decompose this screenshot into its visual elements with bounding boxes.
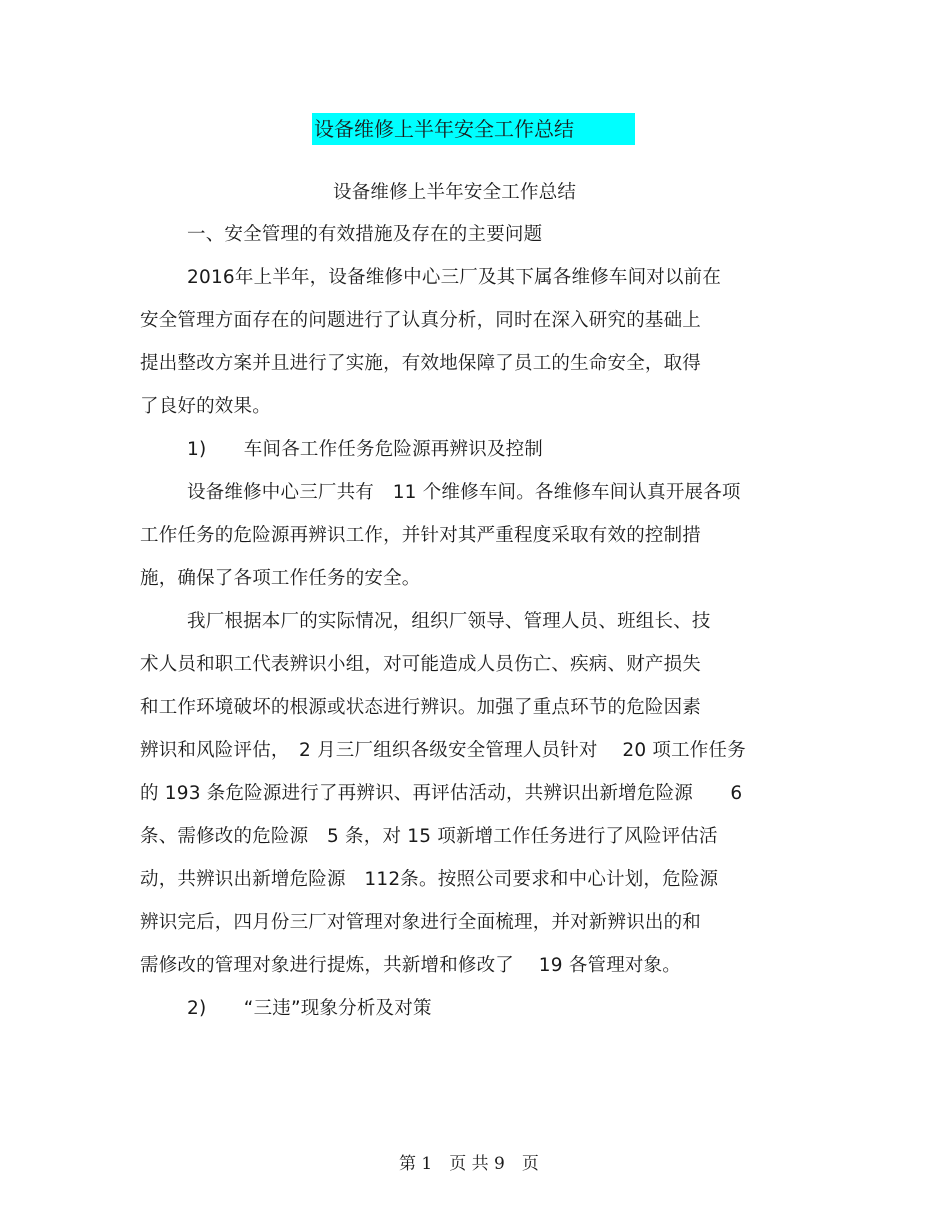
paragraph-line: 动，共辨识出新增危险源 112条。按照公司要求和中心计划，危险源 (140, 869, 719, 890)
subsection-heading: 2) “三违”现象分析及对策 (187, 998, 432, 1019)
paragraph-line: 需修改的管理对象进行提炼，共新增和修改了 19 各管理对象。 (140, 955, 682, 976)
paragraph-line: 施，确保了各项工作任务的安全。 (140, 568, 421, 589)
paragraph-line: 的 193 条危险源进行了再辨识、再评估活动，共辨识出新增危险源 6 (140, 783, 743, 804)
paragraph-line: 我厂根据本厂的实际情况，组织厂领导、管理人员、班组长、技 (187, 611, 711, 632)
paragraph-line: 工作任务的危险源再辨识工作，并针对其严重程度采取有效的控制措 (140, 525, 702, 546)
paragraph-line: 辨识和风险评估， 2 月三厂组织各级安全管理人员针对 20 项工作任务 (140, 740, 746, 761)
subsection-heading: 1) 车间各工作任务危险源再辨识及控制 (187, 439, 543, 460)
paragraph-line: 2016年上半年，设备维修中心三厂及其下属各维修车间对以前在 (187, 267, 722, 288)
section-heading: 一、安全管理的有效措施及存在的主要问题 (187, 224, 543, 245)
paragraph-line: 提出整改方案并且进行了实施，有效地保障了员工的生命安全，取得 (140, 353, 702, 374)
paragraph-line: 条、需修改的危险源 5 条，对 15 项新增工作任务进行了风险评估活 (140, 826, 718, 847)
paragraph-line: 术人员和职工代表辨识小组，对可能造成人员伤亡、疾病、财产损失 (140, 654, 702, 675)
paragraph-line: 安全管理方面存在的问题进行了认真分析，同时在深入研究的基础上 (140, 310, 702, 331)
document-subtitle: 设备维修上半年安全工作总结 (333, 182, 577, 203)
document-title-highlighted: 设备维修上半年安全工作总结 (312, 113, 635, 145)
page-number-footer: 第 1 页 共 9 页 (399, 1154, 539, 1174)
paragraph-line: 和工作环境破坏的根源或状态进行辨识。加强了重点环节的危险因素 (140, 697, 702, 718)
paragraph-line: 辨识完后，四月份三厂对管理对象进行全面梳理，并对新辨识出的和 (140, 912, 702, 933)
paragraph-line: 设备维修中心三厂共有 11 个维修车间。各维修车间认真开展各项 (187, 482, 741, 503)
paragraph-line: 了良好的效果。 (140, 396, 271, 417)
